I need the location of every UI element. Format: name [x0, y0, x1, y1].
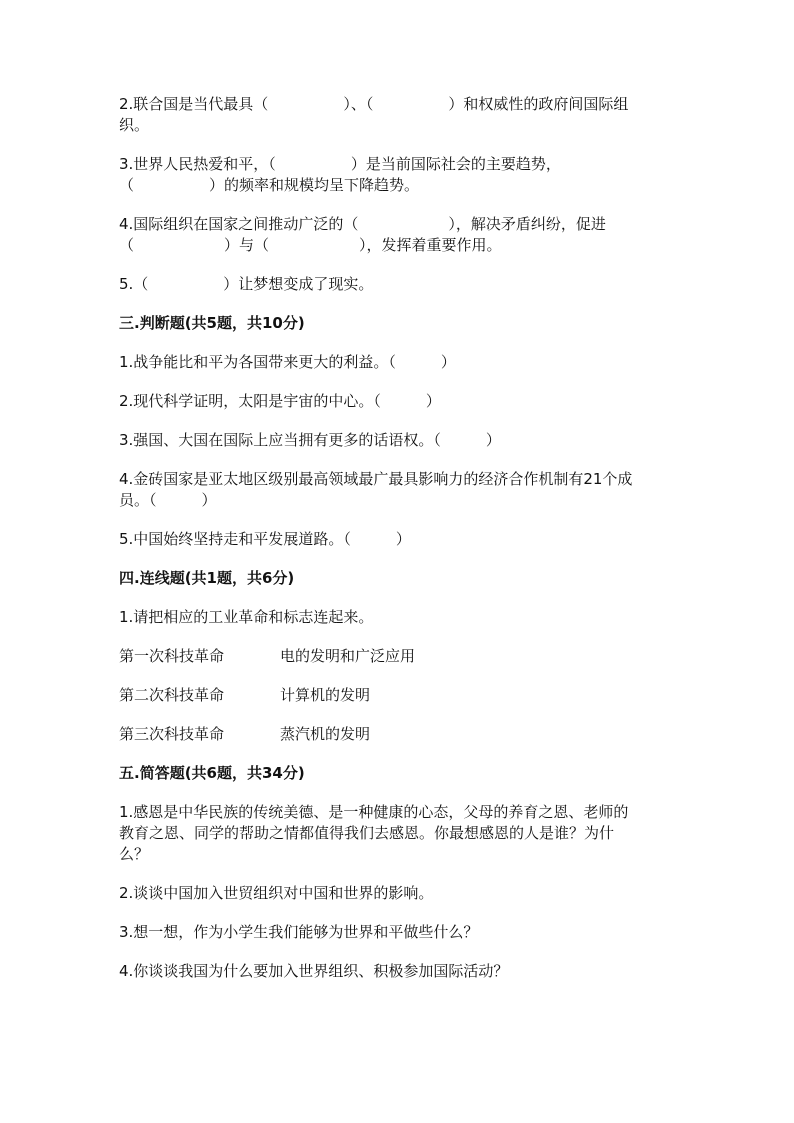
match-right-item: 电的发明和广泛应用 [280, 647, 416, 665]
question-line: 1.战争能比和平为各国带来更大的利益。（ ） [119, 353, 456, 371]
judgement-question-4 [119, 469, 681, 511]
fill-blank-question-3 [119, 154, 681, 196]
matching-question [119, 607, 681, 628]
fill-blank-question-4 [119, 214, 681, 256]
question-line: 2.谈谈中国加入世贸组织对中国和世界的影响。 [119, 884, 434, 902]
question-line: 织。 [119, 116, 150, 134]
match-left-item: 第一次科技革命 [119, 647, 225, 665]
question-line: 1.请把相应的工业革命和标志连起来。 [119, 608, 374, 626]
short-answer-question-3 [119, 922, 681, 943]
question-line: 2.现代科学证明，太阳是宇宙的中心。（ ） [119, 392, 441, 410]
match-right-item: 计算机的发明 [280, 686, 371, 704]
question-line: （ ）与（ ），发挥着重要作用。 [119, 236, 502, 254]
section-title-short-answer: 五.简答题(共6题，共34分) [119, 764, 305, 782]
short-answer-question-1 [119, 802, 681, 865]
fill-blank-question-5 [119, 274, 681, 295]
question-line: 3.想一想，作为小学生我们能够为世界和平做些什么？ [119, 923, 479, 941]
question-line: 4.国际组织在国家之间推动广泛的（ ），解决矛盾纠纷，促进 [119, 215, 606, 233]
matching-row [119, 724, 681, 745]
exam-page [119, 94, 681, 1000]
question-line: 员。（ ） [119, 491, 217, 509]
question-line: 5.中国始终坚持走和平发展道路。（ ） [119, 530, 411, 548]
section-title-matching: 四.连线题(共1题，共6分) [119, 569, 295, 587]
question-line: 4.金砖国家是亚太地区级别最高领域最广最具影响力的经济合作机制有21个成 [119, 470, 633, 488]
question-line: 2.联合国是当代最具（ ）、（ ）和权威性的政府间国际组 [119, 95, 629, 113]
judgement-question-5 [119, 529, 681, 550]
question-line: 3.强国、大国在国际上应当拥有更多的话语权。（ ） [119, 431, 501, 449]
question-line: 5.（ ）让梦想变成了现实。 [119, 275, 374, 293]
judgement-question-3 [119, 430, 681, 451]
section-title-judgement: 三.判断题(共5题，共10分) [119, 314, 305, 332]
short-answer-question-2 [119, 883, 681, 904]
question-line: 4.你谈谈我国为什么要加入世界组织、积极参加国际活动？ [119, 962, 509, 980]
fill-blank-question-2 [119, 94, 681, 136]
match-right-item: 蒸汽机的发明 [280, 725, 371, 743]
match-left-item: 第二次科技革命 [119, 686, 225, 704]
match-left-item: 第三次科技革命 [119, 725, 225, 743]
matching-row [119, 646, 681, 667]
judgement-question-1 [119, 352, 681, 373]
matching-row [119, 685, 681, 706]
question-line: 1.感恩是中华民族的传统美德、是一种健康的心态，父母的养育之恩、老师的 [119, 803, 629, 821]
question-line: 3.世界人民热爱和平，（ ）是当前国际社会的主要趋势， [119, 155, 561, 173]
question-line: 教育之恩、同学的帮助之情都值得我们去感恩。你最想感恩的人是谁？为什 [119, 824, 615, 842]
short-answer-question-4 [119, 961, 681, 982]
question-line: 么？ [119, 845, 150, 863]
question-line: （ ）的频率和规模均呈下降趋势。 [119, 176, 420, 194]
judgement-question-2 [119, 391, 681, 412]
